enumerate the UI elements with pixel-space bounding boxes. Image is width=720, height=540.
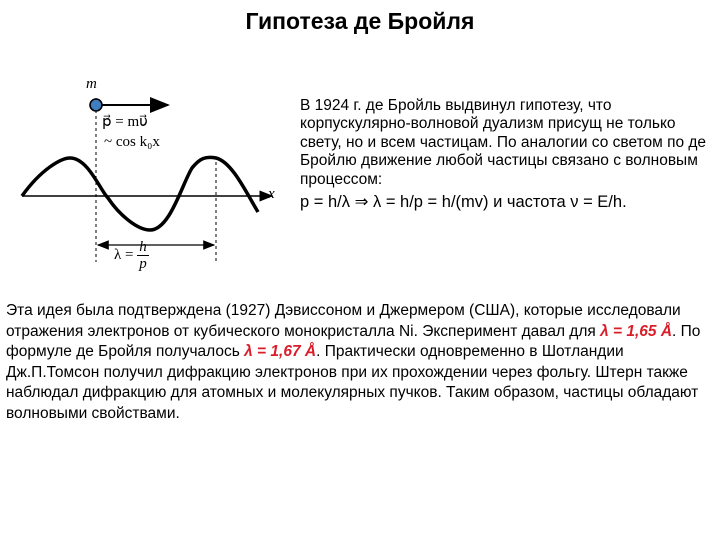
de-broglie-wave-figure (10, 72, 290, 272)
measured-wavelength: λ = 1,65 Å (600, 322, 673, 340)
de-broglie-equation: p = h/λ ⇒ λ = h/p = h/(mv) и частота ν = E/h. (300, 193, 627, 212)
mass-label: m (86, 76, 97, 92)
wave-function-label: ~ cos k₀x (104, 134, 160, 150)
hypothesis-paragraph: В 1924 г. де Бройль выдвинул гипотезу, что корпускулярно-волновой дуализм присущ не только свету, но и всем частицам. По аналогии со светом по де Бройлю движение любой частицы связано с волновым процессом: (300, 97, 707, 188)
wave-curve (22, 157, 258, 230)
fraction-numerator: h (139, 239, 147, 255)
experiment-paragraph (6, 301, 716, 424)
fraction-denominator: p (139, 256, 147, 272)
body-part-2: . По формуле де Бройля получалось (6, 322, 701, 360)
hypothesis-text (300, 97, 710, 211)
wave-diagram (10, 72, 290, 272)
slide-title: Гипотеза де Бройля (245, 8, 475, 34)
wavelength-formula (114, 239, 149, 272)
body-part-1: Эта идея была подтверждена (1927) Дэвиссоном и Джермером (США), которые исследовали отражения электронов от кубического монокристалла Ni. Эксперимент давал для (6, 302, 681, 340)
predicted-wavelength: λ = 1,67 Å (244, 343, 317, 360)
body-part-3: . Практически одновременно в Шотландии Дж.П.Томсон получил дифракцию электронов при их прохождении через фольгу. Штерн также наблюдал дифракцию для атомных и молекулярных пучков. Таким образом, частицы обладают волновыми свойствами. (6, 343, 699, 422)
h-over-p-fraction (137, 239, 149, 272)
particle-dot (90, 99, 102, 111)
momentum-label: p⃗ = mυ⃗ (102, 114, 148, 130)
lambda-label: λ = (114, 246, 134, 263)
x-axis-label: x (268, 186, 275, 202)
